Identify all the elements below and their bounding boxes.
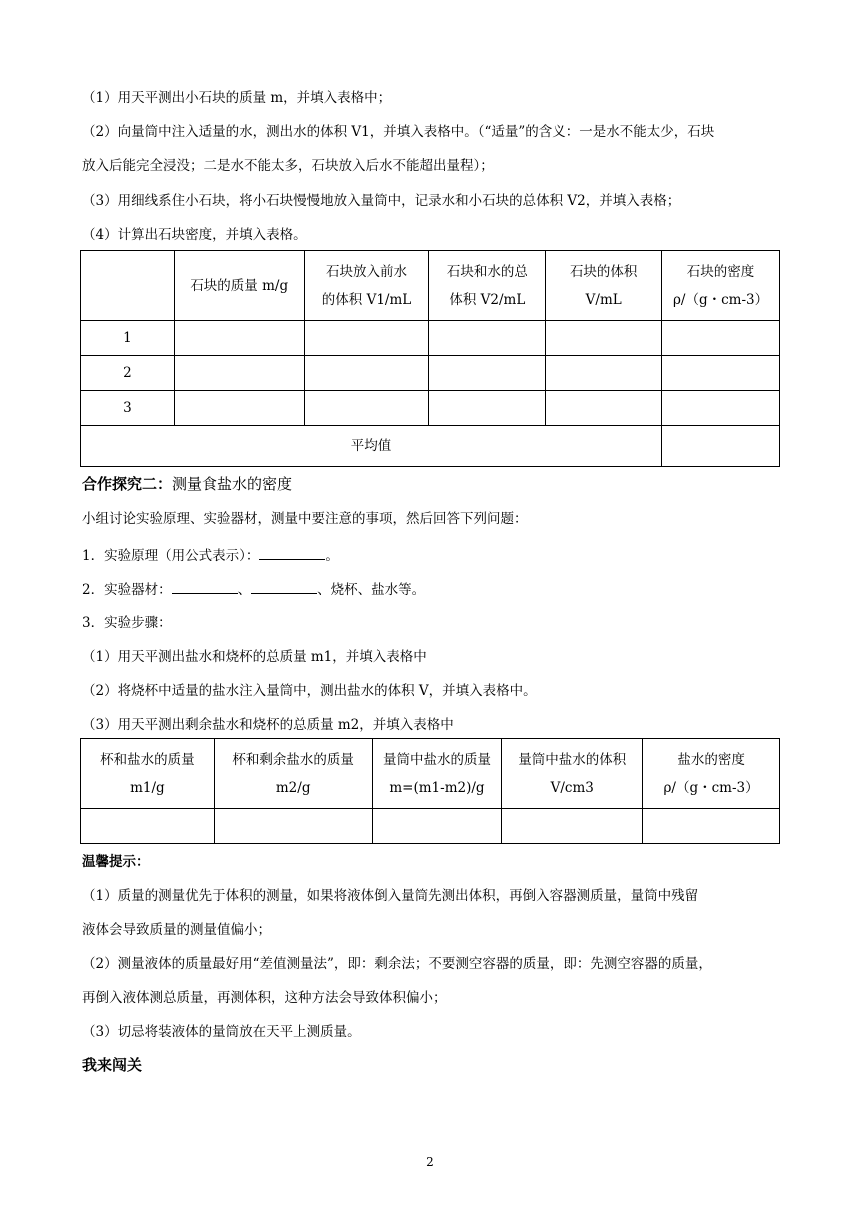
- row-number: 2: [81, 356, 175, 391]
- intro-text: 小组讨论实验原理、实验器材，测量中要注意的事项，然后回答下列问题：: [82, 511, 528, 527]
- step-text: （2）向量筒中注入适量的水，测出水的体积 V1，并填入表格中。（“适量”的含义：一是水不能太少，石块: [82, 124, 715, 140]
- step-text: （3）用细线系住小石块，将小石块慢慢地放入量筒中，记录水和小石块的总体积 V2，并填入表格；: [82, 193, 681, 209]
- header-cell: 盐水的密度 ρ/（g・cm-3）: [643, 739, 780, 809]
- input-cell[interactable]: [546, 391, 662, 426]
- header-cell: 杯和剩余盐水的质量 m2/g: [214, 739, 372, 809]
- input-cell[interactable]: [174, 356, 304, 391]
- step-text: （3）用天平测出剩余盐水和烧杯的总质量 m2，并填入表格中: [82, 717, 454, 733]
- stone-density-table: [80, 250, 780, 467]
- header-cell: [81, 251, 175, 321]
- row-number: 3: [81, 391, 175, 426]
- saltwater-density-table: [80, 738, 780, 844]
- input-cell[interactable]: [304, 356, 429, 391]
- header-cell: 石块的体积 V/mL: [546, 251, 662, 321]
- table-row: [81, 356, 780, 391]
- input-cell[interactable]: [662, 391, 780, 426]
- step-text: （1）用天平测出小石块的质量 m，并填入表格中；: [82, 90, 392, 106]
- input-cell[interactable]: [81, 809, 215, 844]
- header-cell: 石块的质量 m/g: [174, 251, 304, 321]
- input-cell[interactable]: [546, 356, 662, 391]
- answer-blank[interactable]: [259, 545, 325, 560]
- tip-text: 再倒入液体测总质量，再测体积，这种方法会导致体积偏小；: [82, 990, 447, 1006]
- header-cell: 杯和盐水的质量 m1/g: [81, 739, 215, 809]
- input-cell[interactable]: [174, 321, 304, 356]
- table-row: [81, 809, 780, 844]
- average-row: [81, 426, 780, 467]
- question-1: 1．实验原理（用公式表示）： 。: [82, 545, 778, 566]
- step-text: （4）计算出石块密度，并填入表格。: [82, 227, 307, 243]
- header-cell: 量筒中盐水的体积 V/cm3: [502, 739, 643, 809]
- section-heading: [82, 474, 778, 494]
- tip-text: （1）质量的测量优先于体积的测量，如果将液体倒入量筒先测出体积，再倒入容器测质量，量筒中残留: [82, 888, 699, 904]
- input-cell[interactable]: [502, 809, 643, 844]
- section-title: 合作探究二：: [82, 475, 173, 493]
- answer-blank[interactable]: [172, 579, 238, 594]
- table-row: [81, 391, 780, 426]
- input-cell[interactable]: [429, 391, 546, 426]
- input-cell[interactable]: [174, 391, 304, 426]
- table-header-row: [81, 739, 780, 809]
- row-number: 1: [81, 321, 175, 356]
- answer-blank[interactable]: [251, 579, 317, 594]
- average-label: 平均值: [81, 426, 662, 467]
- question-2: 2．实验器材： 、 、烧杯、盐水等。: [82, 579, 778, 600]
- step-text: （2）将烧杯中适量的盐水注入量筒中，测出盐水的体积 V，并填入表格中。: [82, 683, 537, 699]
- input-cell[interactable]: [546, 321, 662, 356]
- input-cell[interactable]: [643, 809, 780, 844]
- input-cell[interactable]: [662, 356, 780, 391]
- question-3: 3．实验步骤：: [82, 615, 172, 631]
- step-text: 放入后能完全浸没；二是水不能太多，石块放入后水不能超出量程）；: [82, 158, 494, 174]
- input-cell[interactable]: [214, 809, 372, 844]
- input-cell[interactable]: [304, 391, 429, 426]
- section-title-rest: 测量食盐水的密度: [172, 475, 293, 493]
- header-cell: 量筒中盐水的质量 m=(m1-m2)/g: [372, 739, 502, 809]
- input-cell[interactable]: [304, 321, 429, 356]
- tips-title: 温馨提示：: [82, 854, 150, 870]
- input-cell[interactable]: [662, 426, 780, 467]
- step-text: （1）用天平测出盐水和烧杯的总质量 m1，并填入表格中: [82, 649, 427, 665]
- input-cell[interactable]: [429, 356, 546, 391]
- input-cell[interactable]: [662, 321, 780, 356]
- header-cell: 石块的密度 ρ/（g・cm-3）: [662, 251, 780, 321]
- table-row: [81, 321, 780, 356]
- table-header-row: [81, 251, 780, 321]
- page-number: 2: [426, 1155, 434, 1169]
- tip-text: （2）测量液体的质量最好用“差值测量法”，即：剩余法；不要测空容器的质量，即：先测空容器的质量，: [82, 956, 712, 972]
- footer-heading: 我来闯关: [82, 1056, 143, 1074]
- header-cell: 石块和水的总 体积 V2/mL: [429, 251, 546, 321]
- tip-text: 液体会导致质量的测量值偏小；: [82, 922, 271, 938]
- header-cell: 石块放入前水 的体积 V1/mL: [304, 251, 429, 321]
- tip-text: （3）切忌将装液体的量筒放在天平上测质量。: [82, 1024, 361, 1040]
- input-cell[interactable]: [372, 809, 502, 844]
- input-cell[interactable]: [429, 321, 546, 356]
